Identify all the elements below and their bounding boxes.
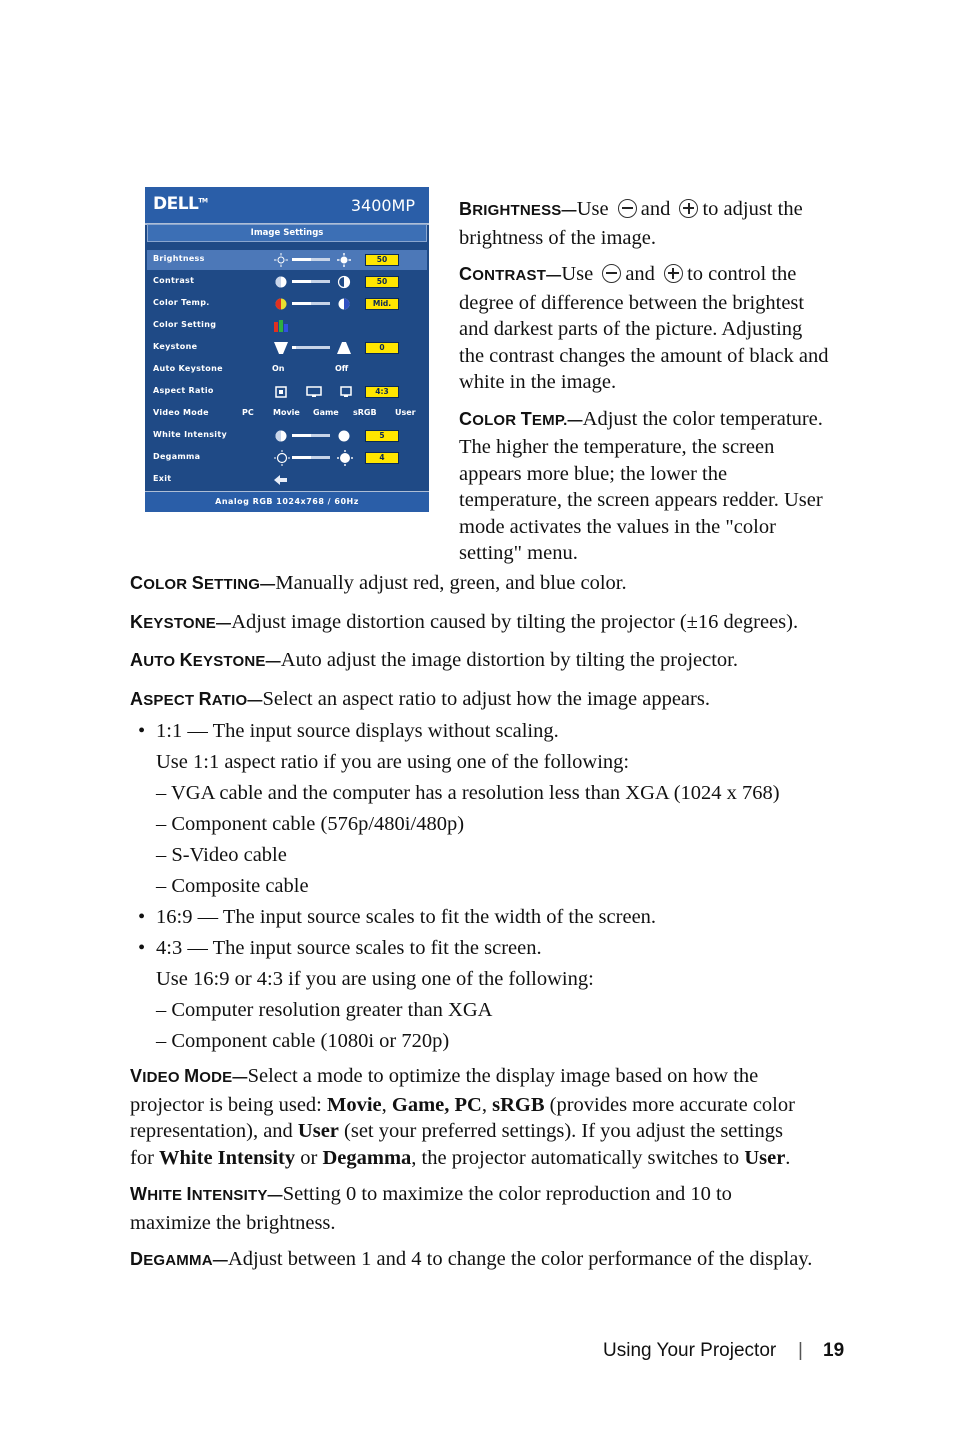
slider-fill xyxy=(292,434,311,437)
text-run: , the projector automatically switches to xyxy=(411,1146,745,1169)
white-high-icon xyxy=(337,429,351,443)
term-rest: HITE xyxy=(147,1187,183,1204)
osd-row-color-temp[interactable] xyxy=(147,294,427,314)
term-cap: W xyxy=(130,1184,148,1204)
list-subitem: – Component cable (1080i or 720p) xyxy=(156,1030,450,1052)
term-dash: — xyxy=(247,691,263,709)
term-degamma: Degamma xyxy=(322,1146,412,1169)
text-run: Setting 0 to maximize the color reproduction and 10 to xyxy=(282,1183,732,1205)
list-subitem: – Computer resolution greater than XGA xyxy=(156,999,493,1021)
contrast-description xyxy=(459,261,879,396)
osd-value: 4:3 xyxy=(365,386,399,398)
minus-button-icon xyxy=(618,199,637,218)
term-rest: UTO xyxy=(143,653,176,670)
term-cap: I xyxy=(186,1184,192,1204)
mode-movie: Movie xyxy=(326,1093,382,1116)
term-dash: — xyxy=(567,411,583,429)
osd-label: Aspect Ratio xyxy=(153,386,214,395)
model-name: 3400MP xyxy=(350,196,415,215)
term-rest: EYSTONE xyxy=(143,614,217,632)
term-dash: — xyxy=(267,1187,283,1204)
text-run: 4:3 — The input source scales to fit the screen. xyxy=(156,937,542,959)
color-temp-cool-icon xyxy=(337,297,351,311)
osd-label: Contrast xyxy=(153,276,195,285)
color-setting-description xyxy=(130,570,890,599)
term-rest: ODE xyxy=(199,1069,233,1086)
text-run: (set your preferred settings). If you adjust the settings xyxy=(338,1120,783,1142)
term-cap: K xyxy=(130,611,144,632)
text-run: representation), and xyxy=(130,1120,298,1142)
text-run: for xyxy=(130,1146,160,1169)
video-mode-option[interactable]: Movie xyxy=(273,408,300,417)
keystone-down-icon xyxy=(274,342,288,354)
text-run: (provides more accurate color xyxy=(544,1093,795,1116)
slider-fill xyxy=(292,280,311,283)
text-run: 1:1 — The input source displays without scaling. xyxy=(156,720,559,742)
auto-keystone-off[interactable]: Off xyxy=(335,364,349,373)
osd-label: Color Temp. xyxy=(153,298,210,307)
term-cap: K xyxy=(179,650,193,670)
term-rest: ATIO xyxy=(211,691,248,709)
and-word: and xyxy=(640,198,671,220)
term-cap: V xyxy=(130,1066,143,1086)
list-item xyxy=(130,935,890,961)
mode-user: User xyxy=(744,1146,786,1169)
text-run: projector is being used: xyxy=(130,1093,327,1116)
white-intensity-slider[interactable] xyxy=(292,434,330,437)
term-rest: OLOR xyxy=(472,411,517,429)
osd-signal-info: Analog RGB 1024x768 / 60Hz xyxy=(145,491,429,512)
footer-separator: | xyxy=(798,1340,803,1361)
sun-bright-icon xyxy=(337,253,351,267)
contrast-high-icon xyxy=(337,275,351,289)
text-run: The higher the temperature, the screen xyxy=(459,436,775,458)
text-run: Manually adjust red, green, and blue color. xyxy=(275,572,627,594)
white-intensity-description xyxy=(130,1181,890,1236)
osd-label: Brightness xyxy=(153,254,205,263)
term-rest: IDEO xyxy=(142,1069,180,1086)
osd-row-color-setting[interactable] xyxy=(147,316,427,336)
text-run: Auto adjust the image distortion by tilting the projector. xyxy=(280,649,738,671)
term-dash: — xyxy=(212,1252,228,1269)
mode-pc: PC xyxy=(454,1093,482,1116)
degamma-high-icon xyxy=(337,450,353,466)
logo-text: DELL xyxy=(153,194,199,214)
aspect-ratio-description xyxy=(130,686,890,715)
exit-arrow-icon xyxy=(274,474,288,486)
term-rest: EMP. xyxy=(531,411,568,429)
slider-fill xyxy=(292,346,296,349)
keystone-slider[interactable] xyxy=(292,346,330,349)
osd-label: Color Setting xyxy=(153,320,217,329)
auto-keystone-description xyxy=(130,647,890,676)
text-run: Adjust the color temperature. xyxy=(582,407,823,430)
aspect-1-1-icon xyxy=(275,386,287,398)
list-subitem: – S-Video cable xyxy=(156,844,287,866)
text-run: to control the xyxy=(687,263,797,285)
text-run: white in the image. xyxy=(459,371,617,393)
osd-row-aspect-ratio[interactable] xyxy=(147,382,427,402)
term-dash: — xyxy=(232,1069,248,1086)
osd-row-white-intensity[interactable] xyxy=(147,426,427,446)
term-dash: — xyxy=(216,614,232,632)
degamma-description xyxy=(130,1246,890,1275)
color-temp-warm-icon xyxy=(274,297,288,311)
term-rest: ONTRAST xyxy=(472,267,547,284)
degamma-slider[interactable] xyxy=(292,456,330,459)
text-run: degree of difference between the brightest xyxy=(459,291,805,314)
term-cap: B xyxy=(459,199,473,219)
text-run: . xyxy=(785,1146,791,1169)
term-cap: S xyxy=(191,573,204,593)
bullet: • xyxy=(138,720,146,742)
term-cap: A xyxy=(130,688,144,709)
term-video-mode xyxy=(130,1066,248,1086)
term-dash: — xyxy=(265,653,281,670)
use-word: Use xyxy=(576,198,609,220)
list-item xyxy=(130,718,890,744)
text-run: Select a mode to optimize the display image based on how the xyxy=(247,1065,759,1087)
osd-label: Exit xyxy=(153,474,172,483)
video-mode-description xyxy=(130,1063,890,1171)
color-temp-description xyxy=(459,406,879,567)
slider-fill xyxy=(292,258,311,261)
color-temp-slider[interactable] xyxy=(292,302,330,305)
list-subitem: – VGA cable and the computer has a resolution less than XGA (1024 x 768) xyxy=(156,782,780,804)
osd-value: 5 xyxy=(365,430,399,442)
osd-menu-header: Image Settings xyxy=(147,224,427,242)
right-column xyxy=(459,196,879,567)
keystone-up-icon xyxy=(337,342,351,354)
text-run: mode activates the values in the "color xyxy=(459,515,776,538)
trademark: TM xyxy=(198,197,208,205)
aspect-ratio-list xyxy=(130,718,890,1054)
list-subitem: – Component cable (576p/480i/480p) xyxy=(156,813,465,835)
aspect-4-3-icon xyxy=(340,386,352,398)
aspect-16-9-icon xyxy=(306,386,322,398)
and-word: and xyxy=(625,263,655,285)
osd-label: White Intensity xyxy=(153,430,227,439)
bullet: • xyxy=(138,906,146,928)
text-run: and darkest parts of the picture. Adjusting xyxy=(459,318,803,340)
osd-value: Mid. xyxy=(365,298,399,310)
osd-row-video-mode[interactable] xyxy=(147,404,427,424)
auto-keystone-on[interactable]: On xyxy=(272,364,285,373)
brightness-description xyxy=(459,196,879,251)
dell-logo xyxy=(153,194,207,214)
video-mode-option[interactable]: sRGB xyxy=(353,408,377,417)
osd-row-brightness[interactable] xyxy=(147,250,427,270)
mode-game: Game, xyxy=(391,1093,450,1116)
white-low-icon xyxy=(274,429,288,443)
term-auto-keystone xyxy=(130,650,281,670)
term-rest: EYSTONE xyxy=(192,653,266,670)
term-cap: D xyxy=(130,1249,144,1269)
text-run: , xyxy=(381,1093,392,1116)
osd-label: Video Mode xyxy=(153,408,209,417)
text-run: to adjust the xyxy=(702,198,803,220)
term-rest: OLOR xyxy=(143,576,188,593)
osd-title-bar xyxy=(145,187,429,225)
running-footer-section: Using Your Projector xyxy=(603,1340,777,1361)
video-mode-option[interactable]: User xyxy=(395,408,416,417)
rgb-bars-icon xyxy=(274,320,288,332)
term-cap: C xyxy=(459,264,473,284)
keystone-description xyxy=(130,609,890,638)
text-run: temperature, the screen appears redder. User xyxy=(459,489,823,511)
text-run: setting" menu. xyxy=(459,542,578,564)
term-contrast xyxy=(459,264,562,284)
text-run: Adjust image distortion caused by tilting the projector (±16 degrees). xyxy=(231,610,799,633)
term-brightness xyxy=(459,199,577,219)
osd-value: 0 xyxy=(365,342,399,354)
term-dash: — xyxy=(546,267,562,284)
osd-row-contrast[interactable] xyxy=(147,272,427,292)
mode-srgb: sRGB xyxy=(492,1093,545,1116)
term-color-setting xyxy=(130,573,276,593)
slider-fill xyxy=(292,302,311,305)
plus-button-icon xyxy=(664,264,683,283)
term-rest: EGAMMA xyxy=(143,1252,213,1269)
term-cap: C xyxy=(130,573,144,593)
plus-button-icon xyxy=(679,199,698,218)
osd-label: Degamma xyxy=(153,452,201,461)
text-run: 16:9 — The input source scales to fit the width of the screen. xyxy=(156,906,657,928)
osd-value: 50 xyxy=(365,254,399,266)
bullet: • xyxy=(138,937,146,959)
text-run: the contrast changes the amount of black and xyxy=(459,344,829,367)
brightness-slider[interactable] xyxy=(292,258,330,261)
list-item xyxy=(130,904,890,930)
text-run: , xyxy=(481,1093,493,1116)
term-degamma xyxy=(130,1249,228,1269)
page-number: 19 xyxy=(823,1340,845,1361)
term-cap: A xyxy=(130,650,144,670)
term-keystone xyxy=(130,611,232,632)
text-run: maximize the brightness. xyxy=(130,1211,336,1234)
use-word: Use xyxy=(561,263,594,285)
term-cap: T xyxy=(520,408,532,429)
text-run: Select an aspect ratio to adjust how the image appears. xyxy=(262,687,710,710)
list-note: Use 16:9 or 4:3 if you are using one of the following: xyxy=(156,968,594,990)
osd-label: Keystone xyxy=(153,342,198,351)
text-run: Adjust between 1 and 4 to change the color performance of the display. xyxy=(227,1248,813,1270)
term-aspect-ratio xyxy=(130,688,263,709)
minus-button-icon xyxy=(602,264,621,283)
text-run: brightness of the image. xyxy=(459,226,656,249)
osd-value: 50 xyxy=(365,276,399,288)
text-run: or xyxy=(295,1146,323,1169)
term-dash: — xyxy=(260,576,276,593)
sun-dim-icon xyxy=(274,253,288,267)
contrast-low-icon xyxy=(274,275,288,289)
mode-user: User xyxy=(297,1120,339,1142)
osd-label: Auto Keystone xyxy=(153,364,223,373)
video-mode-option[interactable]: Game xyxy=(313,408,339,417)
term-rest: NTENSITY xyxy=(191,1187,268,1204)
list-note: Use 1:1 aspect ratio if you are using one of the following: xyxy=(156,751,630,773)
contrast-slider[interactable] xyxy=(292,280,330,283)
term-cap: C xyxy=(459,408,473,429)
video-mode-option[interactable]: PC xyxy=(242,408,254,417)
term-rest: SPECT xyxy=(143,691,195,709)
degamma-low-icon xyxy=(274,450,290,466)
osd-row-exit[interactable] xyxy=(147,470,427,490)
term-rest: RIGHTNESS xyxy=(472,202,562,219)
slider-fill xyxy=(292,456,311,459)
term-cap: R xyxy=(198,688,212,709)
osd-menu-screenshot xyxy=(145,187,429,512)
main-column xyxy=(130,570,890,1275)
osd-row-degamma[interactable] xyxy=(147,448,427,468)
term-white-intensity: White Intensity xyxy=(159,1146,296,1169)
osd-row-auto-keystone[interactable] xyxy=(147,360,427,380)
list-subitem: – Composite cable xyxy=(156,875,309,897)
term-color-temp xyxy=(459,408,583,429)
term-cap: M xyxy=(184,1066,200,1086)
term-dash: — xyxy=(561,202,577,219)
text-run: appears more blue; the lower the xyxy=(459,462,728,485)
term-rest: ETTING xyxy=(203,576,261,593)
term-white-intensity xyxy=(130,1184,283,1204)
osd-value: 4 xyxy=(365,452,399,464)
osd-row-keystone[interactable] xyxy=(147,338,427,358)
